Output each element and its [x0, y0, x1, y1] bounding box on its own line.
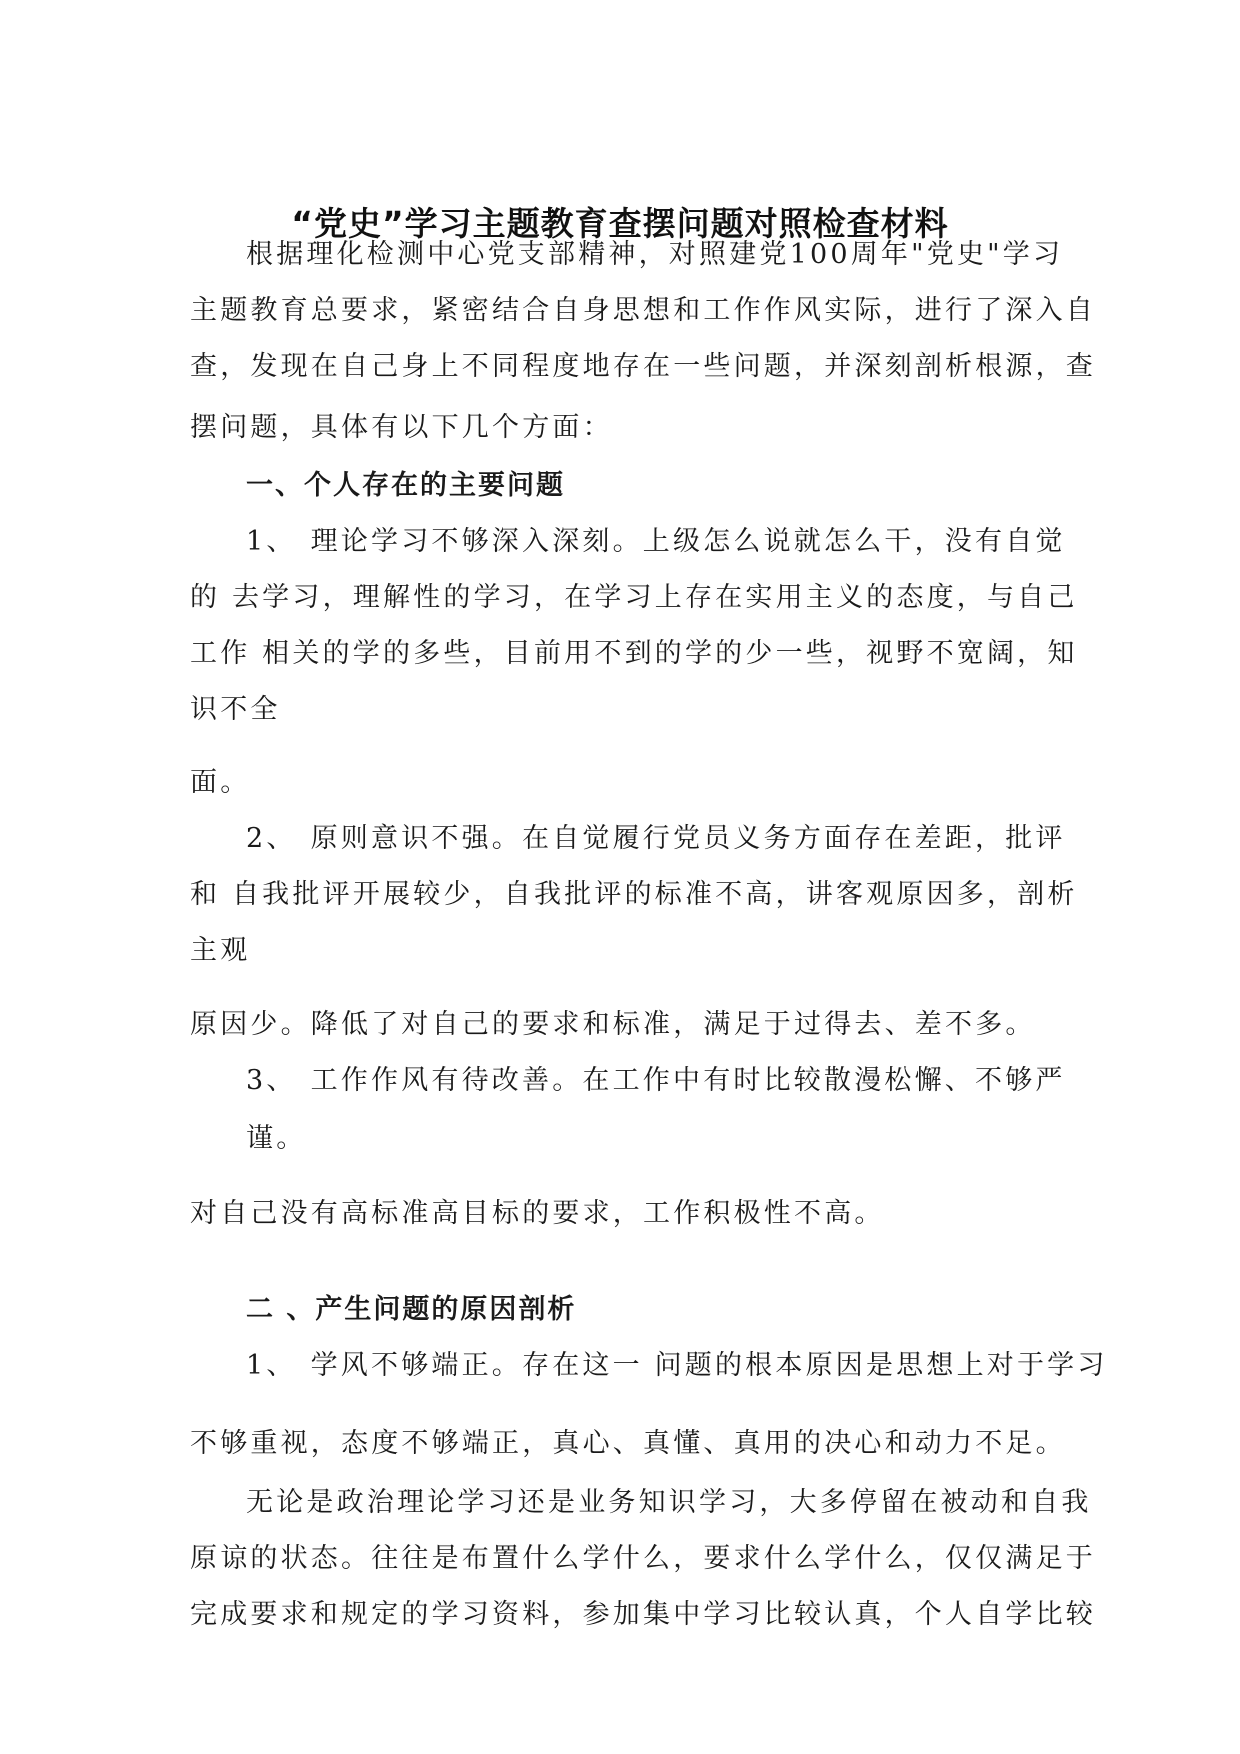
s2-para-line-3: 完成要求和规定的学习资料，参加集中学习比较认真，个人自学比较: [190, 1599, 1096, 1630]
s1-item2-line-1: [246, 821, 1066, 857]
s1-item3-line-1: [246, 1063, 1066, 1099]
intro-line-2: 主题教育总要求，紧密结合自身思想和工作作风实际，进行了深入自: [190, 295, 1096, 326]
s1-item1-line-5: 面。: [190, 767, 251, 798]
s1-item1-line-1: [246, 524, 1066, 560]
s2-item1-line-2: 不够重视，态度不够端正，真心、真懂、真用的决心和动力不足。: [190, 1428, 1066, 1459]
s2-para-line-1: 无论是政治理论学习还是业务知识学习，大多停留在被动和自我: [246, 1487, 1092, 1518]
s1-item1-line-2: 的 去学习，理解性的学习，在学习上存在实用主义的态度，与自己: [190, 582, 1078, 613]
s2-item1-text: 学风不够端正。存在这一 问题的根本原因是思想上对于学习: [310, 1350, 1108, 1381]
s2-item1-line-1: [246, 1348, 1108, 1384]
s1-item1-text: 理论学习不够深入深刻。上级怎么说就怎么干，没有自觉: [310, 526, 1066, 557]
s1-item1-line-4: 识不全: [190, 694, 281, 725]
document-title: “党史”学习主题教育查摆问题对照检查材料: [291, 204, 949, 243]
s1-item2-number: 2、: [246, 823, 297, 854]
s1-item1-line-3: 工作 相关的学的多些，目前用不到的学的少一些，视野不宽阔，知: [190, 638, 1078, 669]
intro-line-3: 查，发现在自己身上不同程度地存在一些问题，并深刻剖析根源，查: [190, 351, 1096, 382]
s1-item3-line-2: 谨。: [246, 1123, 307, 1154]
section-heading-1: 一、个人存在的主要问题: [246, 470, 565, 501]
intro-line-4: 摆问题，具体有以下几个方面：: [190, 412, 613, 443]
s1-item3-line-3: 对自己没有高标准高目标的要求，工作积极性不高。: [190, 1198, 885, 1229]
s1-item2-text: 原则意识不强。在自觉履行党员义务方面存在差距，批评: [310, 823, 1066, 854]
s1-item2-line-3: 主观: [190, 935, 251, 966]
s1-item2-line-4: 原因少。降低了对自己的要求和标准，满足于过得去、差不多。: [190, 1009, 1036, 1040]
s1-item3-text: 工作作风有待改善。在工作中有时比较散漫松懈、不够严: [310, 1065, 1066, 1096]
s2-para-line-2: 原谅的状态。往往是布置什么学什么，要求什么学什么，仅仅满足于: [190, 1543, 1096, 1574]
s1-item2-line-2: 和 自我批评开展较少，自我批评的标准不高，讲客观原因多，剖析: [190, 879, 1078, 910]
s2-item1-number: 1、: [246, 1350, 297, 1381]
intro-line-1: 根据理化检测中心党支部精神，对照建党100周年"党史"学习: [246, 239, 1064, 270]
s1-item1-number: 1、: [246, 526, 297, 557]
s1-item3-number: 3、: [246, 1065, 297, 1096]
section-heading-2: 二 、产生问题的原因剖析: [246, 1294, 577, 1325]
